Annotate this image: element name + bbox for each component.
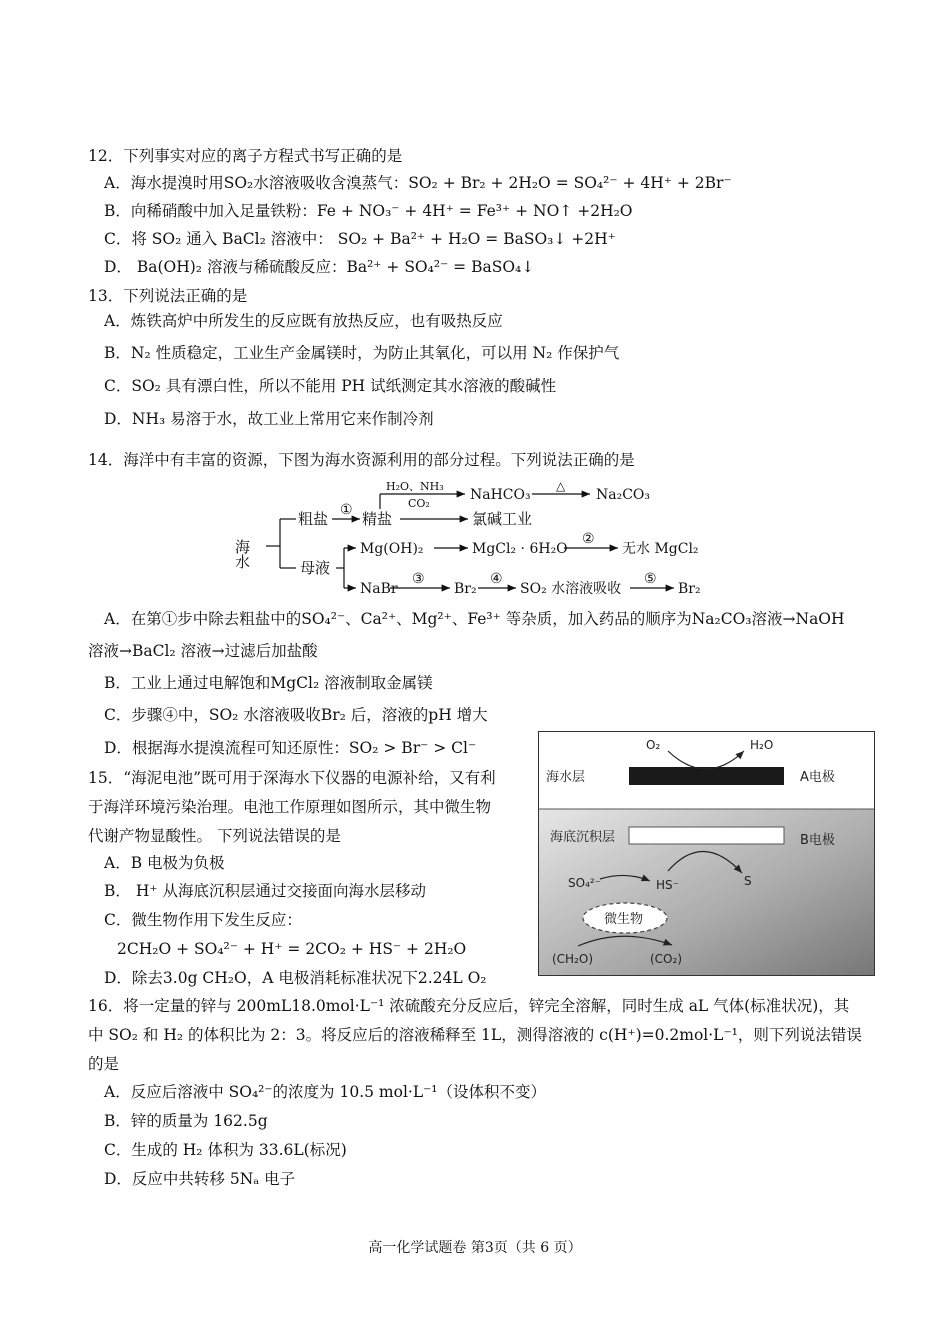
q13-option-b: B．N₂ 性质稳定，工业生产金属镁时，为防止其氧化，可以用 N₂ 作保护气: [104, 344, 620, 362]
diagram-electrode-b: B电极: [800, 833, 835, 848]
flow-step4: ④: [490, 571, 503, 587]
q15-stem-line2: 于海洋环境污染治理。电池工作原理如图所示，其中微生物: [88, 798, 492, 816]
flow-chlor-alkali: 氯碱工业: [472, 510, 533, 528]
q15-stem-line1: 15．“海泥电池”既可用于深海水下仪器的电源补给，又有利: [88, 769, 496, 787]
flow-step2: ②: [582, 531, 595, 547]
flow-br2-b: Br₂: [678, 581, 701, 597]
flow-reagents-top: H₂O、NH₃: [386, 480, 444, 493]
q16-option-d: D．反应中共转移 5Nₐ 电子: [104, 1170, 296, 1188]
flow-anhydrous-mgcl2: 无水 MgCl₂: [622, 541, 699, 557]
q16-option-c: C．生成的 H₂ 体积为 33.6L(标况): [104, 1141, 347, 1159]
diagram-h2o: H₂O: [750, 738, 774, 752]
q15-option-c: C．微生物作用下发生反应：: [104, 911, 302, 929]
electrode-a-plate: [629, 767, 784, 785]
flow-reagent-co2: CO₂: [408, 497, 430, 510]
diagram-electrode-a: A电极: [800, 770, 835, 785]
q14-option-a-line2: 溶液→BaCl₂ 溶液→过滤后加盐酸: [88, 642, 318, 660]
diagram-hs: HS⁻: [656, 878, 679, 892]
diagram-s: S: [744, 874, 752, 888]
mud-battery-diagram: [538, 731, 875, 976]
seawater-resource-flowchart: [233, 476, 720, 602]
flow-mother-liquor: 母液: [300, 559, 331, 577]
q12-option-c: C．将 SO₂ 通入 BaCl₂ 溶液中： SO₂ + Ba²⁺ + H₂O = BaSO₃↓ +2H⁺: [104, 230, 616, 248]
q15-option-d: D．除去3.0g CH₂O，A 电极消耗标准状况下2.24L O₂: [104, 969, 487, 987]
q16-stem-line2: 中 SO₂ 和 H₂ 的体积比为 2：3。将反应后的溶液稀释至 1L，测得溶液的 c(H⁺)=0.2mol·L⁻¹，则下列说法错误: [88, 1026, 862, 1044]
diagram-ch2o: (CH₂O): [552, 952, 594, 966]
diagram-microbe: 微生物: [604, 912, 644, 927]
q14-option-d: D．根据海水提溴流程可知还原性：SO₂ > Br⁻ > Cl⁻: [104, 739, 477, 757]
flow-br2-a: Br₂: [454, 581, 477, 597]
q13-option-d: D．NH₃ 易溶于水，故工业上常用它来作制冷剂: [104, 410, 434, 428]
flow-heat: △: [556, 479, 566, 493]
diagram-o2: O₂: [646, 738, 661, 752]
flow-nahco3: NaHCO₃: [470, 487, 531, 503]
q14-option-a-line1: A．在第①步中除去粗盐中的SO₄²⁻、Ca²⁺、Mg²⁺、Fe³⁺ 等杂质，加入药品的顺序为Na₂CO₃溶液→NaOH: [104, 610, 845, 628]
flow-refined-salt: 精盐: [362, 510, 393, 528]
flow-step5: ⑤: [644, 571, 657, 587]
q14-stem: 14．海洋中有丰富的资源，下图为海水资源利用的部分过程。下列说法正确的是: [88, 451, 635, 469]
q15-option-c-equation: 2CH₂O + SO₄²⁻ + H⁺ = 2CO₂ + HS⁻ + 2H₂O: [117, 940, 467, 958]
q13-option-c: C．SO₂ 具有漂白性，所以不能用 PH 试纸测定其水溶液的酸碱性: [104, 377, 557, 395]
electrode-b-plate: [629, 827, 784, 844]
q16-stem-line1: 16．将一定量的锌与 200mL18.0mol·L⁻¹ 浓硫酸充分反应后，锌完全溶解，同时生成 aL 气体(标准状况)，其: [88, 997, 850, 1015]
q15-option-b: B． H⁺ 从海底沉积层通过交接面向海水层移动: [104, 882, 426, 900]
diagram-so4: SO₄²⁻: [568, 876, 602, 890]
q12-option-d: D． Ba(OH)₂ 溶液与稀硫酸反应：Ba²⁺ + SO₄²⁻ = BaSO₄↓: [104, 258, 535, 276]
q15-stem-line3: 代谢产物显酸性。 下列说法错误的是: [88, 827, 341, 845]
q14-option-c: C．步骤④中，SO₂ 水溶液吸收Br₂ 后，溶液的pH 增大: [104, 706, 488, 724]
diagram-seawater-layer: 海水层: [546, 770, 586, 785]
flow-step1: ①: [340, 502, 353, 518]
flow-mgcl2-hydrate: MgCl₂ · 6H₂O: [472, 541, 568, 557]
flow-seawater: 海水: [233, 539, 251, 569]
diagram-sediment-layer: 海底沉积层: [550, 830, 616, 845]
flow-nabr: NaBr: [360, 581, 398, 597]
q12-stem: 12．下列事实对应的离子方程式书写正确的是: [88, 147, 403, 165]
q16-stem-line3: 的是: [88, 1055, 120, 1073]
q13-option-a: A．炼铁高炉中所发生的反应既有放热反应，也有吸热反应: [104, 312, 503, 330]
flow-so2-absorb: SO₂ 水溶液吸收: [520, 581, 622, 597]
flow-na2co3: Na₂CO₃: [596, 487, 651, 503]
page-footer: 高一化学试题卷 第3页（共 6 页）: [368, 1240, 582, 1256]
q12-option-a: A．海水提溴时用SO₂水溶液吸收含溴蒸气：SO₂ + Br₂ + 2H₂O = SO₄²⁻ + 4H⁺ + 2Br⁻: [104, 174, 732, 192]
q14-option-b: B．工业上通过电解饱和MgCl₂ 溶液制取金属镁: [104, 674, 433, 692]
q12-option-b: B．向稀硝酸中加入足量铁粉：Fe + NO₃⁻ + 4H⁺ = Fe³⁺ + NO↑ +2H₂O: [104, 202, 633, 220]
flow-crude-salt: 粗盐: [298, 510, 329, 528]
flow-mgoh2: Mg(OH)₂: [360, 541, 424, 557]
q16-option-b: B．锌的质量为 162.5g: [104, 1112, 268, 1130]
q15-option-a: A．B 电极为负极: [104, 854, 225, 872]
diagram-co2: (CO₂): [650, 952, 682, 966]
flow-step3: ③: [412, 571, 425, 587]
q16-option-a: A．反应后溶液中 SO₄²⁻的浓度为 10.5 mol·L⁻¹（设体积不变）: [104, 1083, 547, 1101]
q13-stem: 13．下列说法正确的是: [88, 287, 248, 305]
